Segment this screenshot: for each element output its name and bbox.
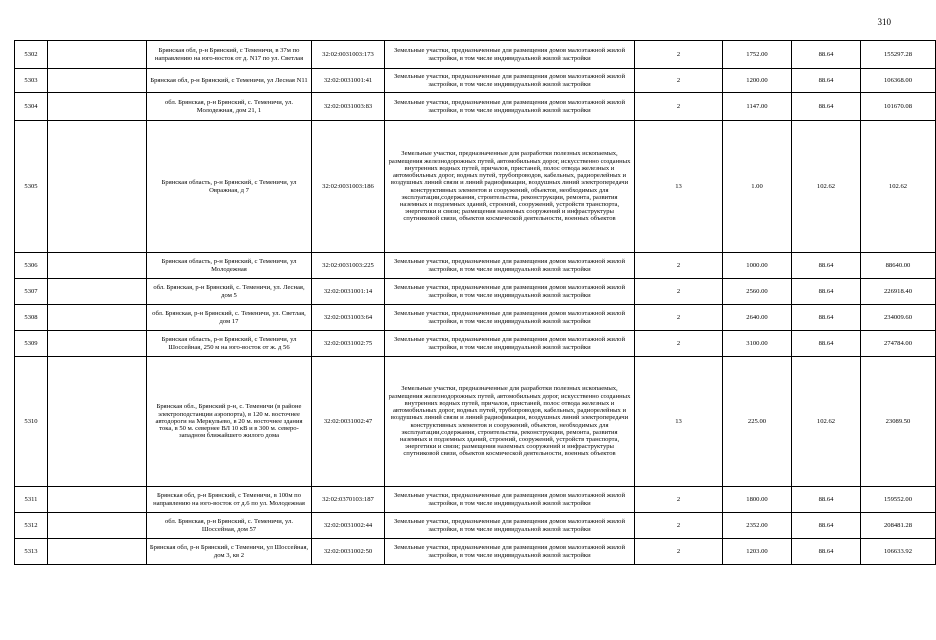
table-row [15,513,936,539]
page-number: 310 [877,17,891,27]
rate-cell: 88.64 [792,253,861,279]
area-cell: 1.00 [723,121,792,253]
row-number: 5302 [15,41,48,69]
row-number: 5309 [15,331,48,357]
rate-cell: 102.62 [792,121,861,253]
category-cell: 2 [635,253,723,279]
area-cell: 1203.00 [723,539,792,565]
category-cell: 13 [635,357,723,487]
cadastral-value-cell: 106633.92 [861,539,936,565]
table-row [15,279,936,305]
area-cell: 1000.00 [723,253,792,279]
empty-cell [48,121,147,253]
address-cell: Брянская обл, р-н Брянский, с Теменичи, в 37м по направлению на юго-восток от д. N17 по ул. Светлая [147,41,312,69]
row-number: 5312 [15,513,48,539]
cadastral-value-cell: 101670.08 [861,93,936,121]
category-cell: 2 [635,41,723,69]
row-number: 5305 [15,121,48,253]
land-use-cell: Земельные участки, предназначенные для размещения домов малоэтажной жилой застройки, в том числе индивидуальной жилой застройки [385,69,635,93]
address-cell: Брянская область, р-н Брянский, с Теменичи, ул Овражная, д 7 [147,121,312,253]
empty-cell [48,93,147,121]
row-number: 5311 [15,487,48,513]
cadastral-number-cell: 32:02:0031003:225 [312,253,385,279]
rate-cell: 88.64 [792,539,861,565]
rate-cell: 88.64 [792,487,861,513]
row-number: 5306 [15,253,48,279]
area-cell: 1147.00 [723,93,792,121]
address-cell: Брянская обл, р-н Брянский, с Теменичи, ул Лесная N11 [147,69,312,93]
empty-cell [48,279,147,305]
land-use-cell: Земельные участки, предназначенные для размещения домов малоэтажной жилой застройки, в том числе индивидуальной жилой застройки [385,41,635,69]
empty-cell [48,69,147,93]
category-cell: 2 [635,69,723,93]
empty-cell [48,305,147,331]
table-row [15,539,936,565]
cadastral-value-cell: 106368.00 [861,69,936,93]
cadastral-number-cell: 32:02:0031002:75 [312,331,385,357]
category-cell: 13 [635,121,723,253]
table-row [15,69,936,93]
address-cell: Брянская обл, р-н Брянский, с Теменичи, ул Шоссейная, дом 3, кв 2 [147,539,312,565]
cadastral-value-cell: 274784.00 [861,331,936,357]
rate-cell: 88.64 [792,513,861,539]
category-cell: 2 [635,93,723,121]
cadastral-value-cell: 23089.50 [861,357,936,487]
land-registry-table [14,40,936,565]
empty-cell [48,331,147,357]
address-cell: обл. Брянская, р-н Брянский, с. Теменичи, ул. Шоссейная, дом 57 [147,513,312,539]
rate-cell: 88.64 [792,305,861,331]
area-cell: 1800.00 [723,487,792,513]
table-row [15,357,936,487]
table-row [15,93,936,121]
table-row [15,331,936,357]
address-cell: Брянская обл, р-н Брянский, с Теменичи, в 100м по направлению на юго-восток от д.6 по ул. Молодежная [147,487,312,513]
cadastral-value-cell: 234009.60 [861,305,936,331]
land-use-cell: Земельные участки, предназначенные для размещения домов малоэтажной жилой застройки, в том числе индивидуальной жилой застройки [385,305,635,331]
category-cell: 2 [635,487,723,513]
cadastral-value-cell: 226918.40 [861,279,936,305]
address-cell: Брянская область, р-н Брянский, с Теменичи, ул Шоссейная, 250 м на юго-восток от ж. д 56 [147,331,312,357]
cadastral-number-cell: 32:02:0031003:83 [312,93,385,121]
land-use-cell: Земельные участки, предназначенные для размещения домов малоэтажной жилой застройки, в том числе индивидуальной жилой застройки [385,539,635,565]
cadastral-number-cell: 32:02:0031003:173 [312,41,385,69]
cadastral-value-cell: 88640.00 [861,253,936,279]
rate-cell: 102.62 [792,357,861,487]
address-cell: Брянская область, р-н Брянский, с Теменичи, ул Молодежная [147,253,312,279]
empty-cell [48,357,147,487]
table-row [15,121,936,253]
row-number: 5307 [15,279,48,305]
row-number: 5304 [15,93,48,121]
address-cell: обл. Брянская, р-н Брянский, с. Теменичи, ул. Светлая, дом 17 [147,305,312,331]
table-row [15,253,936,279]
empty-cell [48,513,147,539]
empty-cell [48,253,147,279]
cadastral-value-cell: 155297.28 [861,41,936,69]
category-cell: 2 [635,539,723,565]
cadastral-number-cell: 32:02:0031003:186 [312,121,385,253]
cadastral-number-cell: 32:02:0031001:41 [312,69,385,93]
empty-cell [48,539,147,565]
land-use-cell: Земельные участки, предназначенные для размещения домов малоэтажной жилой застройки, в том числе индивидуальной жилой застройки [385,253,635,279]
table-row [15,41,936,69]
table-row [15,487,936,513]
area-cell: 3100.00 [723,331,792,357]
category-cell: 2 [635,331,723,357]
empty-cell [48,41,147,69]
address-cell: Брянская обл., Брянский р-н, с. Теменичи (в районе электроподстанции аэропорта), в 120 м. восточнее автодороги на Меркульево, в 20 м. восточнее здания тока, в 50 м. севернее ВЛ 10 кВ и в 300 м. северо-западном ближайшего жилого дома [147,357,312,487]
rate-cell: 88.64 [792,93,861,121]
land-use-cell: Земельные участки, предназначенные для размещения домов малоэтажной жилой застройки, в том числе индивидуальной жилой застройки [385,513,635,539]
row-number: 5308 [15,305,48,331]
rate-cell: 88.64 [792,41,861,69]
cadastral-number-cell: 32:02:0031002:44 [312,513,385,539]
rate-cell: 88.64 [792,279,861,305]
category-cell: 2 [635,279,723,305]
rate-cell: 88.64 [792,331,861,357]
cadastral-value-cell: 102.62 [861,121,936,253]
land-use-cell: Земельные участки, предназначенные для размещения домов малоэтажной жилой застройки, в том числе индивидуальной жилой застройки [385,93,635,121]
area-cell: 1752.00 [723,41,792,69]
category-cell: 2 [635,513,723,539]
cadastral-number-cell: 32:02:0031002:50 [312,539,385,565]
row-number: 5303 [15,69,48,93]
area-cell: 1200.00 [723,69,792,93]
address-cell: обл. Брянская, р-н Брянский, с. Теменичи, ул. Молодежная, дом 21, 1 [147,93,312,121]
cadastral-value-cell: 159552.00 [861,487,936,513]
cadastral-value-cell: 208481.28 [861,513,936,539]
empty-cell [48,487,147,513]
land-use-cell: Земельные участки, предназначенные для разработки полезных ископаемых, размещения железнодорожных путей, автомобильных дорог, искусственно созданных внутренних водных путей, причалов, пристаней, полос отвода железных и автомобильных дорог, водных путей, трубопроводов, кабельных, радиорелейных и воздушных линий связи и линий радиофикации, воздушных линий электропередачи конструктивных элементов и сооружений, объектов, необходимых для эксплуатации,содержания, строительства, реконструкции, ремонта, развития наземных и подземных зданий, строений, сооружений, устройств транспорта, энергетики и связи; размещения наземных сооружений и инфраструктуры спутниковой связи, объектов космической деятельности, военных объектов [385,121,635,253]
land-use-cell: Земельные участки, предназначенные для размещения домов малоэтажной жилой застройки, в том числе индивидуальной жилой застройки [385,487,635,513]
category-cell: 2 [635,305,723,331]
table-row [15,305,936,331]
land-use-cell: Земельные участки, предназначенные для размещения домов малоэтажной жилой застройки, в том числе индивидуальной жилой застройки [385,279,635,305]
cadastral-number-cell: 32:02:0370103:187 [312,487,385,513]
cadastral-number-cell: 32:02:0031001:14 [312,279,385,305]
land-use-cell: Земельные участки, предназначенные для размещения домов малоэтажной жилой застройки, в том числе индивидуальной жилой застройки [385,331,635,357]
row-number: 5313 [15,539,48,565]
rate-cell: 88.64 [792,69,861,93]
area-cell: 225.00 [723,357,792,487]
land-use-cell: Земельные участки, предназначенные для разработки полезных ископаемых, размещения железнодорожных путей, автомобильных дорог, искусственно созданных внутренних водных путей, причалов, пристаней, полос отвода железных и автомобильных дорог, водных путей, трубопроводов, кабельных, радиорелейных и воздушных линий связи и линий радиофикации, воздушных линий электропередачи конструктивных элементов и сооружений, объектов, необходимых для эксплуатации,содержания, строительства, реконструкции, ремонта, развития наземных и подземных зданий, строений, сооружений, устройств транспорта, энергетики и связи; размещения наземных сооружений и инфраструктуры спутниковой связи, объектов космической деятельности, военных объектов [385,357,635,487]
cadastral-number-cell: 32:02:0031002:47 [312,357,385,487]
area-cell: 2560.00 [723,279,792,305]
area-cell: 2640.00 [723,305,792,331]
cadastral-number-cell: 32:02:0031003:64 [312,305,385,331]
address-cell: обл. Брянская, р-н Брянский, с. Теменичи, ул. Лесная, дом 5 [147,279,312,305]
row-number: 5310 [15,357,48,487]
area-cell: 2352.00 [723,513,792,539]
